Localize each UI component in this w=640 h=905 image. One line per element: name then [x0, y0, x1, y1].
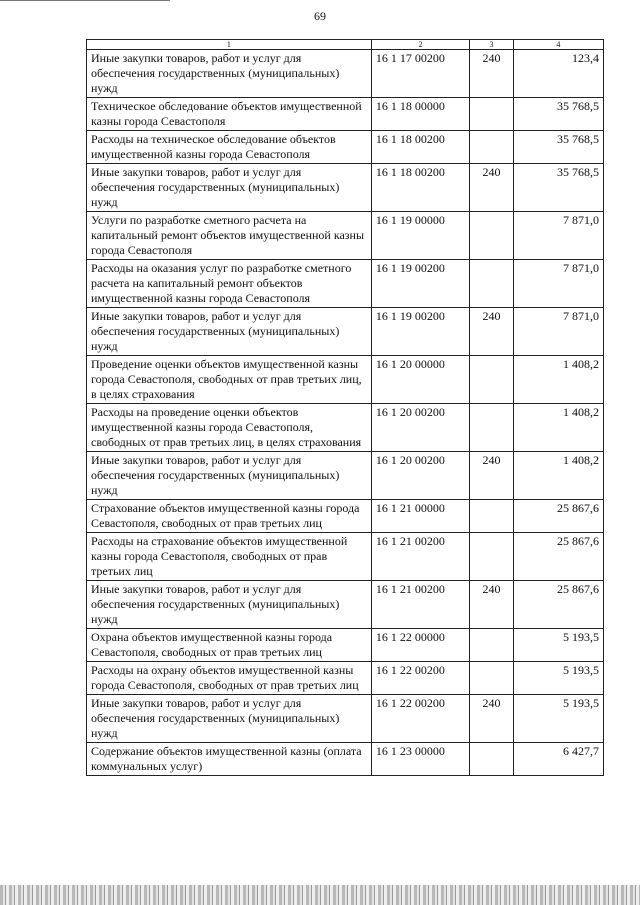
cell-expense-type	[470, 260, 514, 308]
cell-amount: 1 408,2	[513, 356, 603, 404]
cell-name: Услуги по разработке сметного расчета на капитальный ремонт объектов имущественной казны города Севастополя	[87, 212, 372, 260]
cell-amount: 35 768,5	[513, 131, 603, 164]
cell-amount: 5 193,5	[513, 662, 603, 695]
cell-name: Проведение оценки объектов имущественной казны города Севастополя, свободных от прав третьих лиц, в целях страхования	[87, 356, 372, 404]
cell-code: 16 1 19 00200	[371, 308, 469, 356]
cell-amount: 6 427,7	[513, 743, 603, 776]
cell-name: Расходы на техническое обследование объектов имущественной казны города Севастополя	[87, 131, 372, 164]
cell-amount: 5 193,5	[513, 629, 603, 662]
table-row	[87, 629, 604, 662]
cell-expense-type	[470, 356, 514, 404]
cell-name: Охрана объектов имущественной казны города Севастополя, свободных от прав третьих лиц	[87, 629, 372, 662]
table-body	[87, 50, 604, 776]
cell-name: Расходы на проведение оценки объектов имущественной казны города Севастополя, свободных от прав третьих лиц, в целях страхования	[87, 404, 372, 452]
scan-edge-noise	[0, 885, 640, 905]
table-row	[87, 404, 604, 452]
cell-code: 16 1 22 00200	[371, 662, 469, 695]
cell-name: Иные закупки товаров, работ и услуг для обеспечения государственных (муниципальных) нужд	[87, 452, 372, 500]
cell-expense-type	[470, 404, 514, 452]
cell-amount: 35 768,5	[513, 98, 603, 131]
cell-amount: 25 867,6	[513, 533, 603, 581]
cell-amount: 7 871,0	[513, 212, 603, 260]
cell-name: Иные закупки товаров, работ и услуг для обеспечения государственных (муниципальных) нужд	[87, 164, 372, 212]
table-row	[87, 500, 604, 533]
cell-expense-type: 240	[470, 581, 514, 629]
top-edge-line	[0, 0, 170, 1]
table-row	[87, 581, 604, 629]
cell-name: Расходы на охрану объектов имущественной казны города Севастополя, свободных от прав третьих лиц	[87, 662, 372, 695]
cell-code: 16 1 17 00200	[371, 50, 469, 98]
table-row	[87, 260, 604, 308]
cell-amount: 123,4	[513, 50, 603, 98]
cell-code: 16 1 23 00000	[371, 743, 469, 776]
cell-expense-type: 240	[470, 695, 514, 743]
cell-name: Содержание объектов имущественной казны (оплата коммунальных услуг)	[87, 743, 372, 776]
header-col-1: 1	[87, 40, 372, 50]
cell-code: 16 1 20 00000	[371, 356, 469, 404]
table-row	[87, 452, 604, 500]
cell-code: 16 1 20 00200	[371, 452, 469, 500]
table-row	[87, 695, 604, 743]
page-number: 69	[314, 9, 326, 23]
header-col-3: 3	[470, 40, 514, 50]
cell-code: 16 1 18 00200	[371, 164, 469, 212]
cell-code: 16 1 21 00200	[371, 533, 469, 581]
table-row	[87, 533, 604, 581]
cell-amount: 1 408,2	[513, 452, 603, 500]
cell-name: Техническое обследование объектов имущественной казны города Севастополя	[87, 98, 372, 131]
table-row	[87, 50, 604, 98]
table-row	[87, 662, 604, 695]
cell-name: Иные закупки товаров, работ и услуг для обеспечения государственных (муниципальных) нужд	[87, 581, 372, 629]
cell-code: 16 1 19 00000	[371, 212, 469, 260]
cell-name: Расходы на страхование объектов имущественной казны города Севастополя, свободных от прав третьих лиц	[87, 533, 372, 581]
header-row	[87, 40, 604, 50]
table-row	[87, 308, 604, 356]
cell-amount: 25 867,6	[513, 500, 603, 533]
cell-amount: 35 768,5	[513, 164, 603, 212]
cell-amount: 7 871,0	[513, 260, 603, 308]
cell-expense-type: 240	[470, 50, 514, 98]
cell-expense-type	[470, 98, 514, 131]
cell-code: 16 1 21 00000	[371, 500, 469, 533]
cell-name: Расходы на оказания услуг по разработке сметного расчета на капитальный ремонт объектов имущественной казны города Севастополя	[87, 260, 372, 308]
table-row	[87, 131, 604, 164]
table-row	[87, 356, 604, 404]
cell-expense-type: 240	[470, 308, 514, 356]
cell-code: 16 1 22 00000	[371, 629, 469, 662]
cell-amount: 25 867,6	[513, 581, 603, 629]
cell-expense-type	[470, 629, 514, 662]
cell-expense-type	[470, 662, 514, 695]
cell-expense-type	[470, 212, 514, 260]
cell-name: Страхование объектов имущественной казны города Севастополя, свободных от прав третьих лиц	[87, 500, 372, 533]
table-row	[87, 212, 604, 260]
cell-expense-type	[470, 500, 514, 533]
cell-amount: 1 408,2	[513, 404, 603, 452]
cell-name: Иные закупки товаров, работ и услуг для обеспечения государственных (муниципальных) нужд	[87, 50, 372, 98]
table-header	[87, 40, 604, 50]
cell-code: 16 1 18 00200	[371, 131, 469, 164]
cell-code: 16 1 20 00200	[371, 404, 469, 452]
cell-expense-type	[470, 131, 514, 164]
header-col-4: 4	[513, 40, 603, 50]
cell-name: Иные закупки товаров, работ и услуг для обеспечения государственных (муниципальных) нужд	[87, 695, 372, 743]
cell-code: 16 1 18 00000	[371, 98, 469, 131]
cell-expense-type	[470, 743, 514, 776]
table-row	[87, 164, 604, 212]
cell-amount: 7 871,0	[513, 308, 603, 356]
budget-table	[86, 39, 604, 776]
cell-amount: 5 193,5	[513, 695, 603, 743]
cell-code: 16 1 19 00200	[371, 260, 469, 308]
cell-code: 16 1 22 00200	[371, 695, 469, 743]
table-row	[87, 743, 604, 776]
table-row	[87, 98, 604, 131]
cell-code: 16 1 21 00200	[371, 581, 469, 629]
cell-name: Иные закупки товаров, работ и услуг для обеспечения государственных (муниципальных) нужд	[87, 308, 372, 356]
cell-expense-type	[470, 533, 514, 581]
cell-expense-type: 240	[470, 452, 514, 500]
cell-expense-type: 240	[470, 164, 514, 212]
header-col-2: 2	[371, 40, 469, 50]
